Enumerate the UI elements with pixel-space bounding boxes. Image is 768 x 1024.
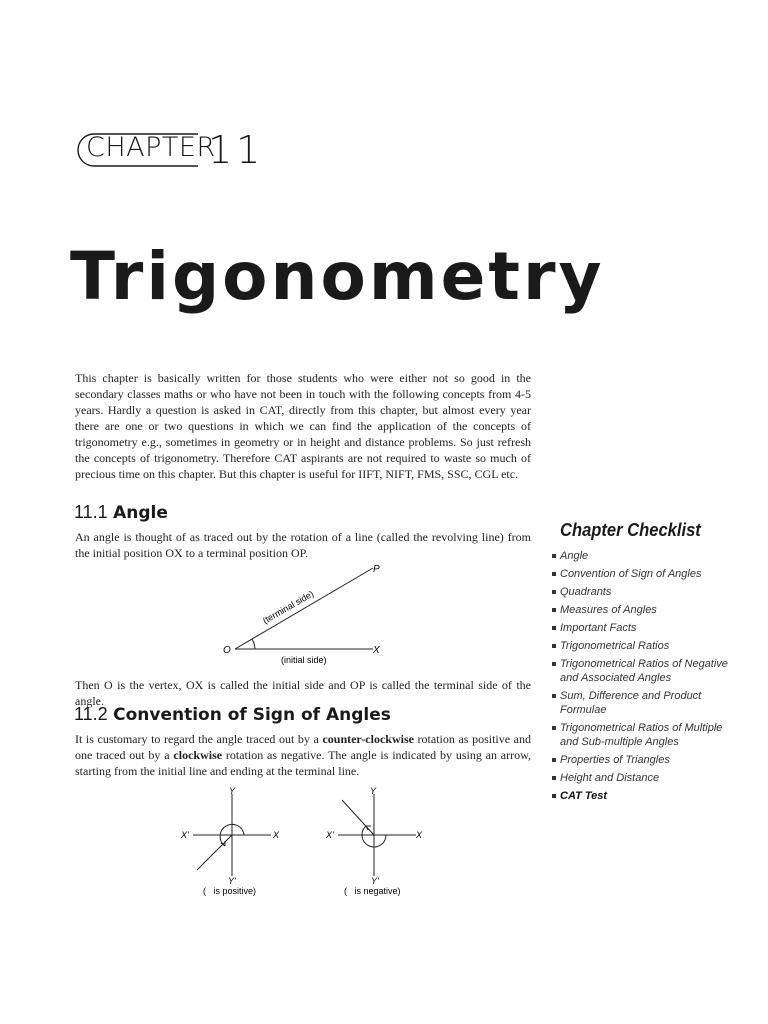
checklist-item-label: Convention of Sign of Angles <box>560 568 702 580</box>
axis-label-x-prime: X' <box>326 830 334 840</box>
bullet-icon <box>552 554 556 558</box>
section-heading-angle <box>74 502 168 523</box>
chapter-label <box>74 128 265 172</box>
axis-label-x: X <box>416 830 423 840</box>
checklist-item[interactable] <box>548 689 728 717</box>
vertex-label-o: O <box>223 645 231 656</box>
checklist-item[interactable] <box>548 721 728 749</box>
axis-label-x: X <box>273 830 280 840</box>
positive-caption: ( is positive) <box>203 886 257 896</box>
clockwise-term: clockwise <box>173 748 223 762</box>
angle-arc <box>252 639 255 649</box>
intro-paragraph: This chapter is basically written for those students who were either not so good in the secondary classes maths or who have not been in touch with the following concepts from 4-5 years. Hardly a question is asked in CAT, directly from this chapter, but almost every year there are one or two questions in which we can find the application of the concepts of trigonometry e.g., sometimes in geometry or in height and distance problems. So just refresh the concepts of trigonometry. Therefore CAT aspirants are not required to waste so much of precious time on this chapter. But this chapter is useful for IIFT, NIFT, FMS, SSC, CGL etc. <box>75 371 531 481</box>
negative-caption: ( is negative) <box>344 886 401 896</box>
chapter-checklist <box>548 520 728 807</box>
section-name: Convention of Sign of Angles <box>113 705 391 725</box>
checklist-title: Chapter Checklist <box>560 520 701 540</box>
checklist-items <box>548 549 728 803</box>
text-run: rotation as negative. The angle is indicated by using an arrow, starting from the initial line and ending at the terminal line. <box>75 748 531 778</box>
checklist-item[interactable] <box>548 603 728 617</box>
terminal-line <box>197 835 232 870</box>
section-name: Angle <box>113 503 168 523</box>
checklist-item-label: Trigonometrical Ratios of Negative and Associated Angles <box>560 658 728 684</box>
checklist-item[interactable] <box>548 753 728 767</box>
checklist-item[interactable] <box>548 621 728 635</box>
checklist-item[interactable] <box>548 789 728 803</box>
bullet-icon <box>552 776 556 780</box>
initial-side-label: (initial side) <box>281 655 327 665</box>
checklist-item[interactable] <box>548 567 728 581</box>
checklist-item-label: Angle <box>560 550 589 562</box>
convention-paragraph <box>75 731 531 779</box>
bullet-icon <box>552 726 556 730</box>
checklist-item-label: CAT Test <box>560 790 608 802</box>
checklist-item-label: Important Facts <box>560 622 637 634</box>
checklist-item-label: Properties of Triangles <box>560 754 670 766</box>
angle-sides-explanation: Then O is the vertex, OX is called the initial side and OP is called the terminal side of the angle. <box>75 678 531 708</box>
axis-label-y-prime: Y' <box>228 876 236 886</box>
axis-label-y: Y <box>370 786 377 796</box>
checklist-item[interactable] <box>548 771 728 785</box>
checklist-item-label: Height and Distance <box>560 772 660 784</box>
checklist-item-label: Trigonometrical Ratios of Multiple and Sub-multiple Angles <box>560 722 723 748</box>
checklist-item[interactable] <box>548 585 728 599</box>
section-number: 11.1 <box>74 502 108 522</box>
chapter-word: CHAPTER <box>86 132 216 163</box>
axis-label-x-prime: X' <box>181 830 189 840</box>
bullet-icon <box>552 590 556 594</box>
bullet-icon <box>552 758 556 762</box>
axis-label-y-prime: Y' <box>371 876 379 886</box>
terminal-line <box>342 800 374 835</box>
bullet-icon <box>552 794 556 798</box>
bullet-icon <box>552 662 556 666</box>
checklist-item-label: Trigonometrical Ratios <box>560 640 670 652</box>
checklist-item[interactable] <box>548 639 728 653</box>
checklist-item-label: Measures of Angles <box>560 604 657 616</box>
bullet-icon <box>552 644 556 648</box>
terminal-side-line <box>235 568 373 649</box>
chapter-number: 11 <box>208 128 265 172</box>
angle-definition: An angle is thought of as traced out by the rotation of a line (called the revolving line) from the initial position OX to a terminal position OP. <box>75 530 531 560</box>
bullet-icon <box>552 572 556 576</box>
bullet-icon <box>552 608 556 612</box>
negative-angle-figure <box>318 784 428 900</box>
bullet-icon <box>552 694 556 698</box>
axis-label-y: Y <box>229 786 236 796</box>
section-number: 11.2 <box>74 704 108 724</box>
angle-figure <box>215 560 405 670</box>
point-label-x: X <box>373 645 380 656</box>
text-run: It is customary to regard the angle traced out by a <box>75 732 323 746</box>
text-run: rotation as positive and one traced out by a <box>75 732 531 762</box>
bullet-icon <box>552 626 556 630</box>
checklist-item[interactable] <box>548 549 728 563</box>
positive-angle-figure <box>175 784 285 900</box>
checklist-item[interactable] <box>548 657 728 685</box>
checklist-item-label: Quadrants <box>560 586 612 598</box>
point-label-p: P <box>373 564 380 575</box>
counter-clockwise-term: counter-clockwise <box>322 732 414 746</box>
section-heading-convention <box>74 704 391 725</box>
chapter-title: Trigonometry <box>70 238 605 315</box>
terminal-side-label: (terminal side) <box>261 588 316 626</box>
checklist-item-label: Sum, Difference and Product Formulae <box>560 690 702 716</box>
